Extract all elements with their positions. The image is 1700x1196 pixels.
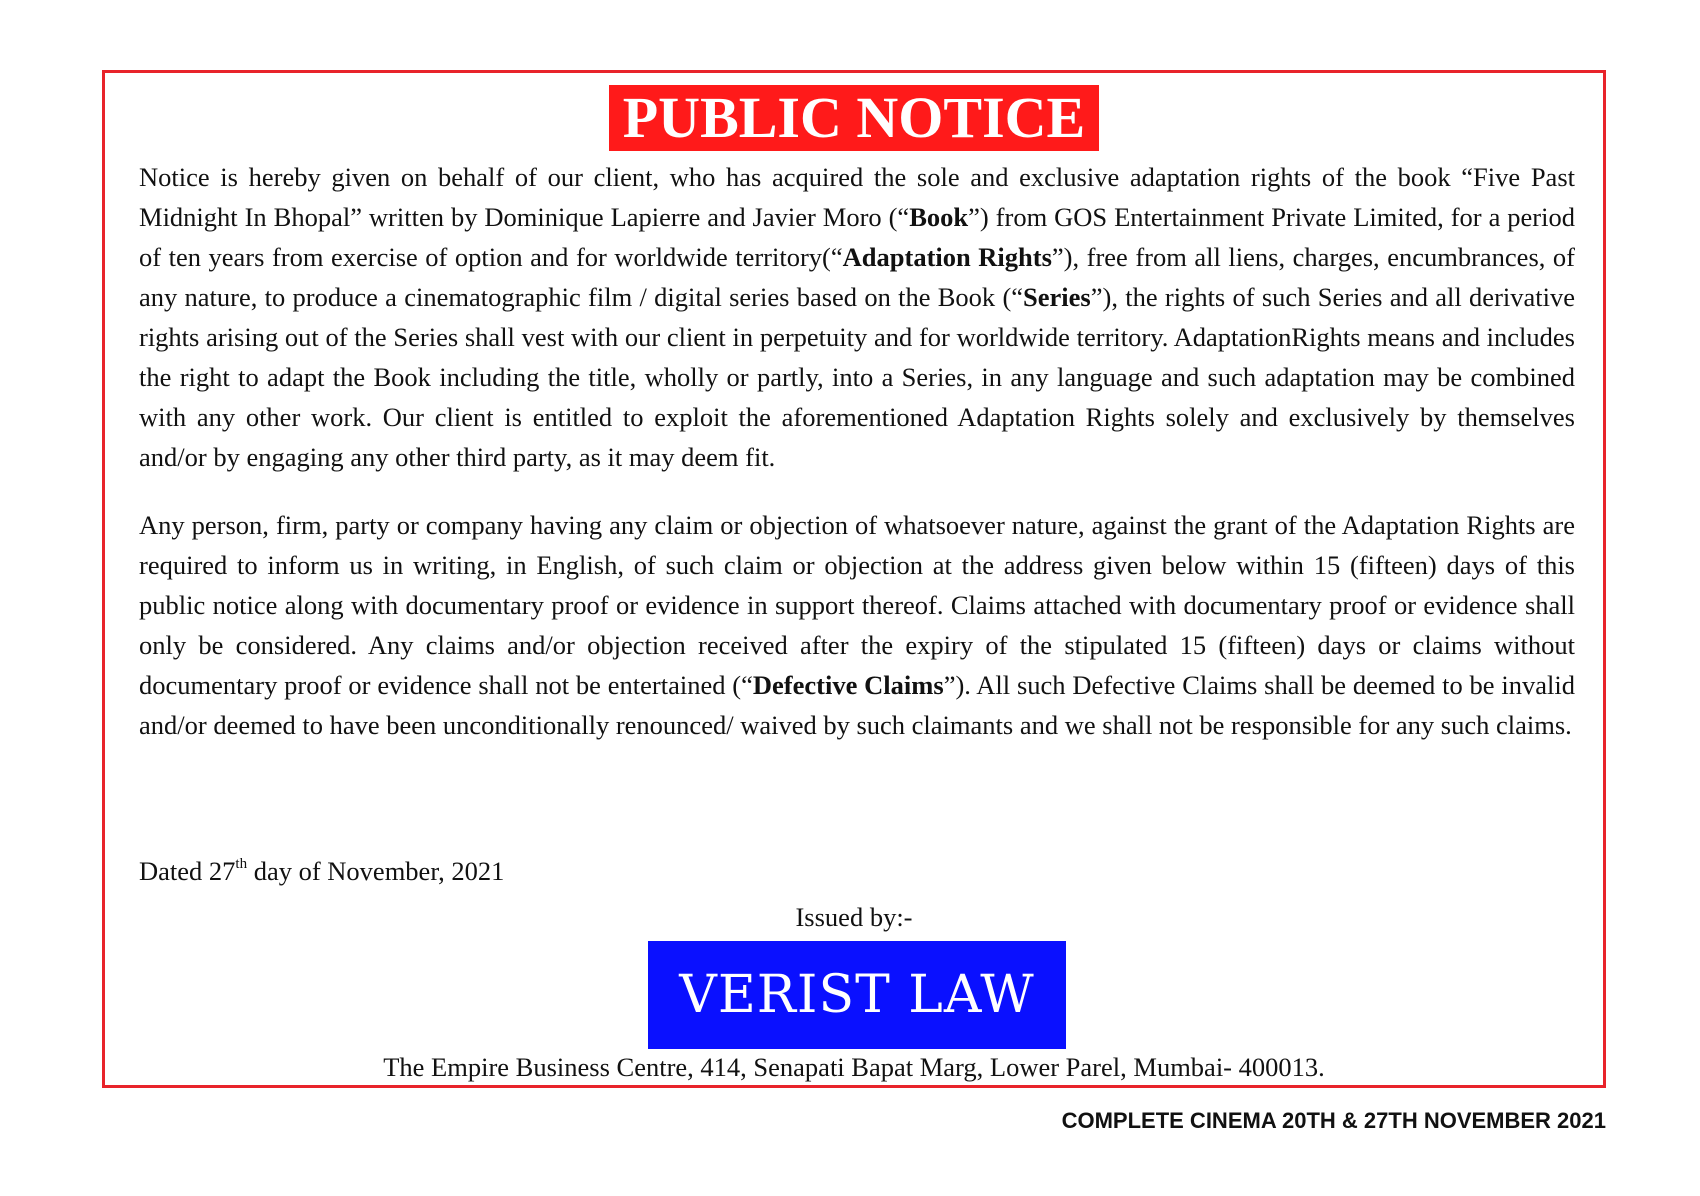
dated-ordinal: th <box>235 856 248 872</box>
firm-logo: VERIST LAW <box>648 941 1066 1049</box>
title-wrap <box>105 85 1603 151</box>
defined-term: Adaptation Rights <box>842 242 1052 272</box>
publication-footer: COMPLETE CINEMA 20TH & 27TH NOVEMBER 2021 <box>1061 1108 1606 1133</box>
notice-title: PUBLIC NOTICE <box>609 85 1099 151</box>
notice-border <box>102 70 1606 1088</box>
dated-prefix: Dated 27 <box>139 856 236 886</box>
text-run: Notice is hereby given on behalf of our client, who has acquired the sole and exclusive adaptation rights of the book “Five Past Midnight In Bhopal” written by Dominique Lapierre and Javier Moro (“ <box>139 162 1575 232</box>
defined-term: Book <box>909 202 969 232</box>
paragraph-rights <box>139 157 1575 477</box>
dated-suffix: day of November, 2021 <box>247 856 505 886</box>
issued-by: Issued by:- <box>795 902 913 932</box>
defined-term: Series <box>1023 282 1091 312</box>
notice-body <box>139 157 1575 773</box>
defined-term: Defective Claims <box>752 670 944 700</box>
dated-line <box>139 851 504 891</box>
text-run: Any person, firm, party or company having any claim or objection of whatsoever nature, against the grant of the Adaptation Rights are required to inform us in writing, in English, of such claim or objection at the address given below within 15 (fifteen) days of this public notice along with documentary proof or evidence in support thereof. Claims attached with documentary proof or evidence shall only be considered. Any claims and/or objection received after the expiry of the stipulated 15 (fifteen) days or claims without documentary proof or evidence shall not be entertained (“ <box>139 510 1575 700</box>
paragraph-claims <box>139 505 1575 745</box>
text-run: ”) from GOS Entertainment Private Limited, for a period of ten years from exercise of option and for worldwide territory(“ <box>139 202 1575 272</box>
firm-address: The Empire Business Centre, 414, Senapati Bapat Marg, Lower Parel, Mumbai- 400013. <box>383 1052 1325 1082</box>
text-run: ”), the rights of such Series and all derivative rights arising out of the Series shall vest with our client in perpetuity and for worldwide territory. AdaptationRights means and includes the right to adapt the Book including the title, wholly or partly, into a Series, in any language and such adaptation may be combined with any other work. Our client is entitled to exploit the aforementioned Adaptation Rights solely and exclusively by themselves and/or by engaging any other third party, as it may deem fit. <box>139 282 1576 472</box>
text-run: ”). All such Defective Claims shall be deemed to be invalid and/or deemed to have been unconditionally renounced/ waived by such claimants and we shall not be responsible for any such claims. <box>139 670 1575 740</box>
text-run: ”), free from all liens, charges, encumbrances, of any nature, to produce a cinematographic film / digital series based on the Book (“ <box>139 242 1575 312</box>
